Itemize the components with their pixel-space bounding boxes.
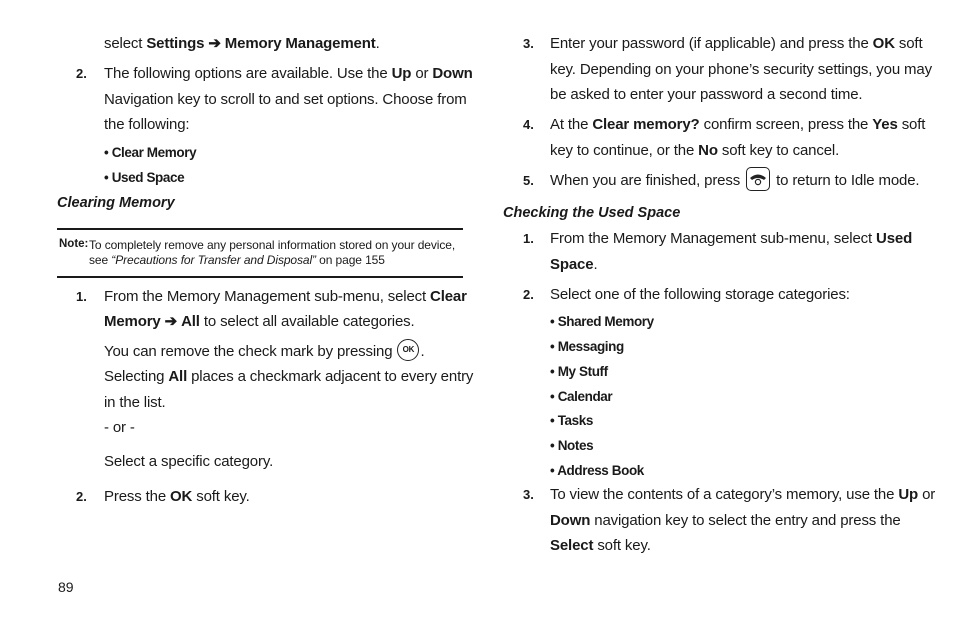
step3-line3: be asked to enter your password a second time. [550,86,863,103]
bullet-label: Used Space [111,170,185,185]
text: Press the [104,488,171,505]
cm-step1-line2 [104,309,415,335]
step-number: 3. [523,36,534,51]
text: to select all available categories. [199,313,415,330]
step3-line2: key. Depending on your phone’s security settings, you may [550,61,932,78]
settings-term: Settings [146,35,205,52]
bullet-label: Clear Memory [111,145,197,160]
text: to return to Idle mode. [772,172,920,189]
text: or [411,65,433,82]
ok-key-icon: OK [397,339,419,361]
cm-step1-p2-line2 [104,364,473,390]
category-item: • Calendar [550,389,613,404]
text: confirm screen, press the [699,116,873,133]
text: soft key. [192,488,250,505]
us-step3-line3 [550,533,651,559]
category-item: • My Stuff [550,364,608,379]
us-step2-line: Select one of the following storage categories: [550,286,850,303]
bullet-item: • Clear Memory [104,145,197,160]
step4-line1 [550,112,925,138]
step-number: 5. [523,173,534,188]
step3-line1 [550,31,922,57]
category-item: • Shared Memory [550,314,654,329]
space-term: Space [550,256,594,273]
step-number: 3. [523,487,534,502]
yes-term: Yes [872,116,898,133]
category-label: My Stuff [557,364,608,379]
used-term: Used [876,230,913,247]
text: soft [897,116,926,133]
cm-step1-p2-line1 [104,339,425,365]
note-label: Note: [59,238,89,250]
or-separator: - or - [104,419,135,436]
arrow-glyph: ➔ [208,35,221,52]
clear-term: Clear [430,288,467,305]
text: soft key. [593,537,651,554]
text: . [420,343,425,360]
down-key-term: Down [550,512,591,529]
cm-step1-p3: Select a specific category. [104,453,274,470]
text: To view the contents of a category’s memory, use the [550,486,899,503]
note-box [57,228,463,278]
intro-pre: select [104,35,147,52]
memory-term: Memory [104,313,161,330]
step-number: 2. [523,287,534,302]
all-term: All [168,368,188,385]
category-label: Calendar [557,389,613,404]
text: When you are finished, press [550,172,745,189]
text: on page 155 [315,252,385,267]
note-text [89,238,455,267]
step5-line [550,168,919,194]
cross-reference: “Precautions for Transfer and Disposal” [111,252,316,267]
no-term: No [698,142,718,159]
text: From the Memory Management sub-menu, select [104,288,431,305]
us-step1-line1 [550,226,912,252]
category-item: • Notes [550,438,594,453]
text: or [918,486,936,503]
category-label: Notes [557,438,594,453]
category-item: • Messaging [550,339,624,354]
ok-term: OK [872,35,895,52]
clear-memory-prompt-term: Clear memory? [592,116,700,133]
step-number: 2. [76,489,87,504]
text: The following options are available. Use the [104,65,392,82]
text: Selecting [104,368,169,385]
step-number: 2. [76,66,87,81]
text: places a checkmark adjacent to every entry [187,368,474,385]
bullet-item: • Used Space [104,170,185,185]
category-label: Shared Memory [557,314,654,329]
category-label: Tasks [557,413,593,428]
memory-management-term: Memory Management [224,35,376,52]
category-item: • Tasks [550,413,593,428]
us-step1-line2 [550,252,597,278]
select-term: Select [550,537,594,554]
text: navigation key to select the entry and press the [590,512,901,529]
text: You can remove the check mark by pressing [104,343,397,360]
text: . [593,256,598,273]
step-number: 1. [523,231,534,246]
text: From the Memory Management sub-menu, select [550,230,877,247]
text: see [89,252,112,267]
section-heading: Clearing Memory [57,195,175,211]
section-heading: Checking the Used Space [503,205,681,221]
category-item: • Address Book [550,463,644,478]
text: At the [550,116,593,133]
text: soft [894,35,923,52]
cm-step1-line1 [104,284,467,310]
step2-line3: the following: [104,116,190,133]
cm-step1-p2-line3: in the list. [104,394,166,411]
page-number: 89 [58,579,74,595]
intro-line [104,31,380,57]
note-line [89,253,455,268]
up-key-term: Up [391,65,412,82]
arrow-glyph: ➔ [164,313,178,330]
step2-line2: Navigation key to scroll to and set options. Choose from [104,91,467,108]
end-key-icon [746,167,770,191]
down-key-term: Down [432,65,473,82]
step-number: 1. [76,289,87,304]
up-key-term: Up [898,486,919,503]
all-term: All [181,313,200,330]
text: key to continue, or the [550,142,699,159]
text: soft key to cancel. [717,142,840,159]
us-step3-line2 [550,508,901,534]
category-label: Address Book [557,463,644,478]
step-number: 4. [523,117,534,132]
us-step3-line1 [550,482,935,508]
intro-post: . [375,35,380,52]
note-line: To completely remove any personal information stored on your device, [89,238,456,252]
ok-term: OK [170,488,193,505]
step2-line1 [104,61,473,87]
text: Enter your password (if applicable) and press the [550,35,873,52]
cm-step2-line [104,484,250,510]
category-label: Messaging [557,339,624,354]
step4-line2 [550,138,839,164]
